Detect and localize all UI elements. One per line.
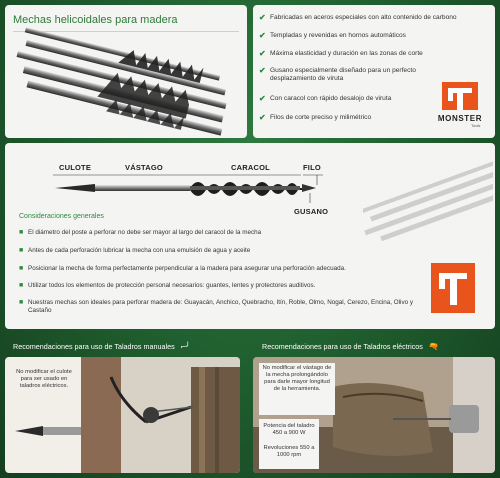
drill-bits-photo: [5, 5, 247, 138]
monster-logo: [431, 82, 489, 136]
monster-logo-small: [431, 263, 475, 313]
consideration-item: ■ Utilizar todos los elementos de protección personal necesarios: guantes, lentes y protectores auditivos.: [19, 282, 316, 289]
label-culote: CULOTE: [59, 163, 92, 172]
label-vastago: VÁSTAGO: [125, 163, 163, 172]
parts-panel: [5, 143, 495, 329]
check-icon: ✔: [259, 113, 266, 122]
feature-item: ✔ Templadas y revenidas en hornos automáticos: [259, 31, 406, 40]
bullet-icon: ■: [19, 282, 24, 289]
culote-diagram: [13, 423, 83, 439]
manual-note: No modificar el culote para ser usado en taladros eléctricos.: [16, 369, 72, 389]
features-panel: [253, 5, 495, 138]
feature-item: ✔ Gusano especialmente diseñado para un perfecto desplazamiento de viruta: [259, 66, 416, 82]
consideration-item: ■ Nuestras mechas son ideales para perforar madera de: Guayacán, Anchico, Quebracho, Itín, Roble, Olmo, Nogal, Cerezo, Encina, Olivo y Castaño: [19, 299, 414, 314]
rpm-spec: Revoluciones 550 a 1000 rpm: [263, 445, 315, 458]
feature-item: ✔ Filos de corte preciso y milimétrico: [259, 113, 372, 122]
label-filo: FILO: [303, 163, 321, 172]
product-title: Mechas helicoidales para madera: [13, 14, 178, 26]
electric-note: No modificar el vástago de la mecha prolongándolo para darle mayor longitud de la herramienta.: [262, 365, 332, 392]
product-photo-panel: [5, 5, 247, 138]
bullet-icon: ■: [19, 265, 24, 272]
consideration-item: ■ Antes de cada perforación lubricar la mecha con una emulsión de agua y aceite: [19, 247, 251, 254]
considerations-title: Consideraciones generales: [19, 213, 104, 220]
brand-name: MONSTER: [437, 114, 483, 123]
manual-drill-photo: [81, 357, 240, 473]
manual-header: Recomendaciones para uso de Taladros manuales ⌐╯: [13, 342, 191, 351]
bullet-icon: ■: [19, 299, 24, 306]
hand-drill-icon: ⌐╯: [180, 342, 191, 351]
electric-header: Recomendaciones para uso de Taladros eléctricos 🔫: [262, 342, 439, 351]
electric-drill-icon: 🔫: [428, 342, 439, 351]
consideration-item: ■ Posicionar la mecha de forma perfectamente perpendicular a la madera para asegurar una perforación adecuada.: [19, 265, 346, 272]
brand-sub: Tools: [471, 123, 481, 128]
check-icon: ✔: [259, 94, 266, 103]
manual-drill-panel: [5, 357, 240, 473]
check-icon: ✔: [259, 49, 266, 58]
bullet-icon: ■: [19, 247, 24, 254]
feature-item: ✔ Máxima elasticidad y duración en las zonas de corte: [259, 49, 423, 58]
consideration-item: ■ El diámetro del poste a perforar no debe ser mayor al largo del caracol de la mecha: [19, 229, 262, 236]
check-icon: ✔: [259, 13, 266, 22]
electric-drill-panel: [253, 357, 495, 473]
check-icon: ✔: [259, 31, 266, 40]
check-icon: ✔: [259, 66, 266, 75]
bullet-icon: ■: [19, 229, 24, 236]
label-gusano: GUSANO: [294, 207, 329, 216]
feature-item: ✔ Fabricadas en aceros especiales con alto contenido de carbono: [259, 13, 457, 22]
feature-item: ✔ Con caracol con rápido desalojo de viruta: [259, 94, 392, 103]
power-spec: Potencia del taladro 450 a 900 W: [263, 423, 315, 436]
label-caracol: CARACOL: [231, 163, 270, 172]
